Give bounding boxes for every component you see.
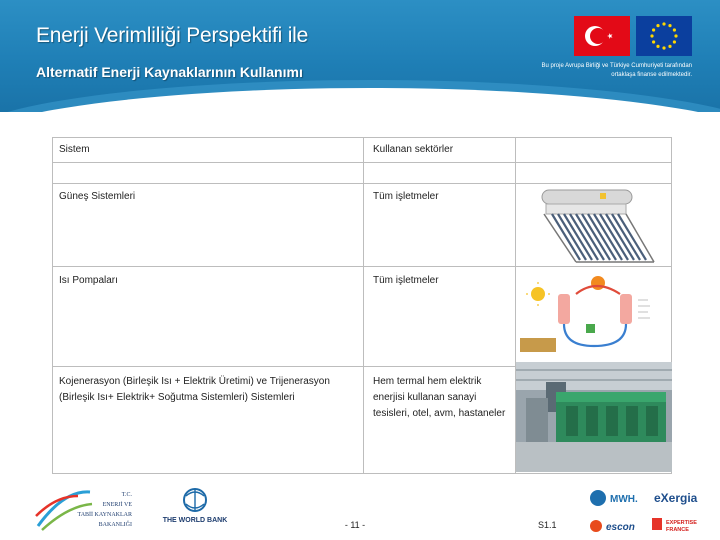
world-bank-logo-icon — [150, 486, 240, 532]
column-header-system: Sistem — [59, 144, 90, 155]
table-cell-system: Güneş Sistemleri — [59, 191, 136, 202]
slide-code: S1.1 — [538, 520, 557, 530]
table-cell-sectors: Hem termal hem elektrik enerjisi kullanan sanayi tesisleri, otel, avm, hastaneler — [373, 376, 506, 419]
svg-text:TABİİ KAYNAKLAR: TABİİ KAYNAKLAR — [77, 512, 132, 518]
svg-text:eXergia: eXergia — [654, 491, 698, 505]
table-cell-sectors: Tüm işletmeler — [373, 191, 439, 202]
svg-text:BAKANLIĞI: BAKANLIĞI — [98, 522, 132, 528]
funding-note: Bu proje Avrupa Birliği ve Türkiye Cumhuriyeti tarafından ortaklaşa finanse edilmektedir. — [541, 63, 692, 78]
solar-water-heater-image — [536, 188, 658, 264]
column-header-sectors: Kullanan sektörler — [373, 144, 454, 155]
table-cell-sectors: Tüm işletmeler — [373, 275, 439, 286]
svg-text:THE WORLD BANK: THE WORLD BANK — [162, 517, 228, 524]
svg-text:ENERJİ VE: ENERJİ VE — [102, 502, 132, 508]
partner-logos-icon — [588, 488, 712, 538]
turkey-flag-icon — [574, 16, 630, 56]
svg-text:escon: escon — [606, 522, 635, 533]
page-subtitle: Alternatif Enerji Kaynaklarının Kullanımı — [36, 64, 303, 80]
cogeneration-plant-image — [516, 362, 672, 472]
ministry-logo-icon — [34, 486, 134, 532]
page-title: Enerji Verimliliği Perspektifi ile — [36, 24, 309, 47]
table-cell-system: Kojenerasyon (Birleşik Isı + Elektrik Üretimi) ve Trijenerasyon (Birleşik Isı+ Elektrik+ Soğutma Sistemleri) Sistemleri — [59, 376, 330, 403]
svg-text:MWH.: MWH. — [610, 494, 638, 505]
svg-text:T.C.: T.C. — [121, 492, 132, 498]
heat-pump-diagram-image — [516, 272, 666, 358]
svg-text:FRANCE: FRANCE — [666, 527, 689, 533]
eu-flag-icon — [636, 16, 692, 56]
svg-text:EXPERTISE: EXPERTISE — [666, 520, 697, 526]
table-divider — [53, 266, 671, 267]
table-divider — [53, 183, 671, 184]
table-cell-system: Isı Pompaları — [59, 275, 118, 286]
table-divider — [53, 162, 671, 163]
table-divider — [363, 138, 364, 473]
page-number: - 11 - — [344, 520, 366, 530]
